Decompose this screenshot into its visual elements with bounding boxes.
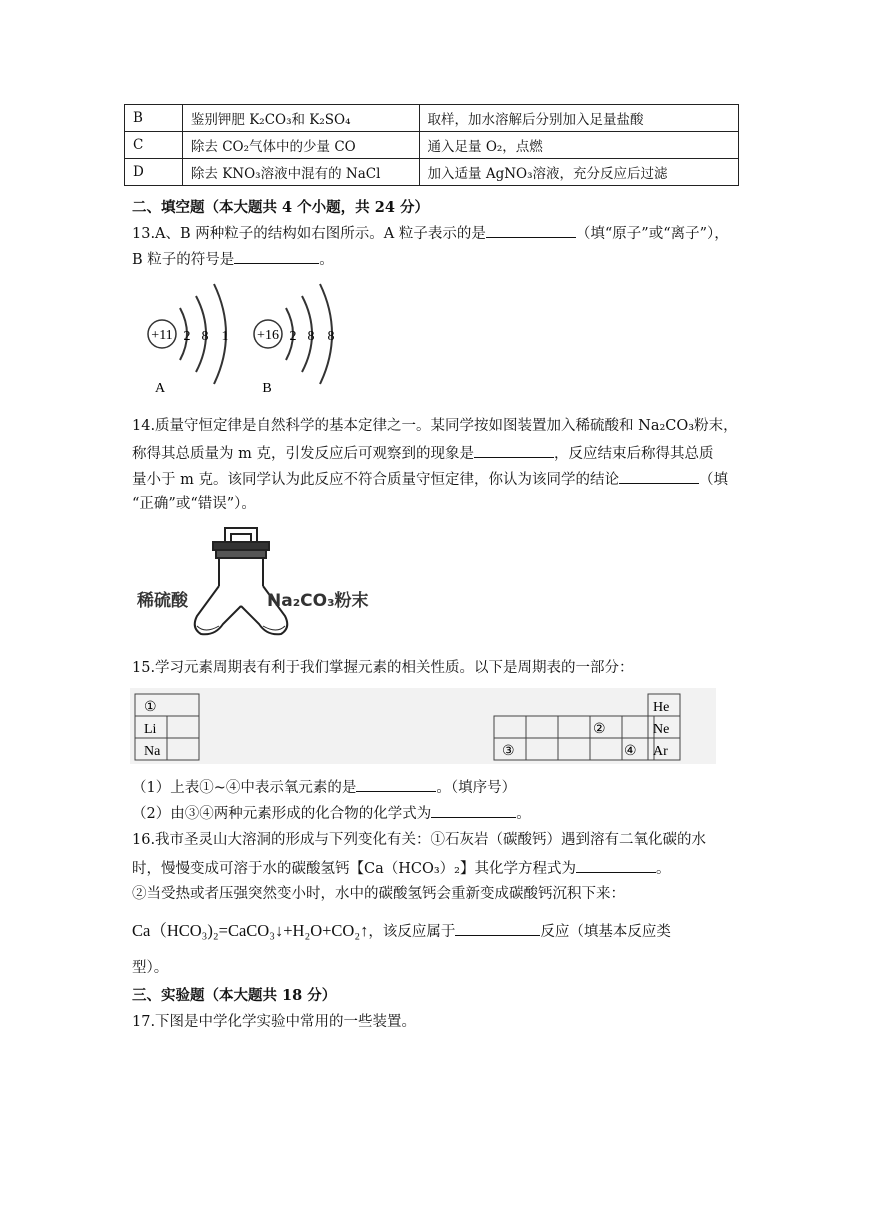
q14-line2	[132, 442, 713, 464]
answer-blank[interactable]	[356, 776, 436, 792]
answer-blank[interactable]	[576, 857, 656, 873]
y-tube-icon	[195, 528, 288, 634]
section3-heading: 三、实验题（本大题共 18 分）	[132, 987, 337, 1004]
cell-na: Na	[144, 744, 161, 759]
cell-li: Li	[144, 722, 157, 737]
q13-text: 。	[319, 252, 334, 268]
cell-ne: Ne	[653, 722, 670, 737]
q14-text: 量小于 m 克。该同学认为此反应不符合质量守恒定律，你认为该同学的结论	[132, 472, 619, 488]
atom-structure-diagram	[130, 280, 360, 398]
q13-line1	[132, 222, 729, 244]
q16-text: 。	[656, 861, 671, 877]
q14-line3	[132, 468, 728, 490]
table-row	[125, 159, 739, 186]
q15-text: 。	[516, 806, 531, 822]
option-method: 通入足量 O₂，点燃	[419, 132, 738, 159]
left-chemical-label: 稀硫酸	[137, 591, 188, 611]
atom-b-shell: 2	[289, 329, 297, 344]
atom-b-shell: 8	[307, 329, 315, 344]
q17-text: 17.下图是中学化学实验中常用的一些装置。	[132, 1014, 417, 1030]
answer-blank[interactable]	[455, 920, 540, 936]
q15-sub2	[132, 802, 531, 824]
answer-blank[interactable]	[474, 442, 554, 458]
q14-line4: “正确”或“错误”）。	[132, 496, 256, 512]
answer-blank[interactable]	[486, 222, 576, 238]
table-row	[125, 105, 739, 132]
answer-blank[interactable]	[431, 802, 516, 818]
atom-b-shell: 8	[327, 329, 335, 344]
answer-blank[interactable]	[619, 468, 699, 484]
cell-1: ①	[144, 700, 157, 715]
q16-line4	[132, 920, 671, 942]
option-method: 取样，加水溶解后分别加入足量盐酸	[419, 105, 738, 132]
q14-line1: 14.质量守恒定律是自然科学的基本定律之一。某同学按如图装置加入稀硫酸和 Na₂CO₃粉末，	[132, 418, 738, 434]
q15-sub1	[132, 776, 516, 798]
q13-text: 13.A、B 两种粒子的结构如右图所示。A 粒子表示的是	[132, 226, 486, 242]
atom-a-shell: 8	[201, 329, 209, 344]
table-row	[125, 132, 739, 159]
periodic-table-fragment	[130, 688, 716, 764]
atom-b-label: B	[262, 381, 272, 396]
option-task: 除去 KNO₃溶液中混有的 NaCl	[182, 159, 419, 186]
y-tube-apparatus-diagram	[135, 522, 405, 650]
options-table	[124, 104, 739, 186]
q15-text: （2）由③④两种元素形成的化合物的化学式为	[132, 806, 432, 822]
q13-text: （填“原子”或“离子”），	[575, 226, 729, 242]
q15-intro: 15.学习元素周期表有利于我们掌握元素的相关性质。以下是周期表的一部分：	[132, 660, 634, 676]
option-letter: B	[125, 105, 183, 132]
q16-line3: ②当受热或者压强突然变小时，水中的碳酸氢钙会重新变成碳酸钙沉积下来：	[132, 886, 625, 902]
q16-line1: 16.我市圣灵山大溶洞的形成与下列变化有关：①石灰岩（碳酸钙）遇到溶有二氧化碳的水	[132, 832, 707, 848]
q16-line2	[132, 857, 671, 879]
q16-text: 时，慢慢变成可溶于水的碳酸氢钙【Ca（HCO₃）₂】其化学方程式为	[132, 861, 576, 877]
option-task: 除去 CO₂气体中的少量 CO	[182, 132, 419, 159]
atom-a-nucleus: +11	[151, 328, 173, 343]
section2-heading: 二、填空题（本大题共 4 个小题，共 24 分）	[132, 199, 429, 216]
cell-he: He	[653, 700, 670, 715]
right-chemical-label: Na₂CO₃粉末	[267, 591, 369, 611]
cell-4: ④	[624, 744, 637, 759]
cell-ar: Ar	[653, 744, 668, 759]
atom-b-nucleus: +16	[257, 328, 279, 343]
q14-text: （填	[698, 472, 728, 488]
atom-a-shell: 1	[221, 329, 229, 344]
q16-text: ，该反应属于	[368, 924, 456, 940]
answer-blank[interactable]	[234, 248, 319, 264]
q14-text: ，反应结束后称得其总质	[553, 446, 714, 462]
atom-a-label: A	[154, 381, 166, 396]
q16-text: 反应（填基本反应类	[540, 924, 671, 940]
cell-2: ②	[593, 722, 606, 737]
atom-a-shell: 2	[183, 329, 191, 344]
option-letter: D	[125, 159, 183, 186]
option-method: 加入适量 AgNO₃溶液，充分反应后过滤	[419, 159, 738, 186]
option-task: 鉴别钾肥 K₂CO₃和 K₂SO₄	[182, 105, 419, 132]
q16-line5: 型）。	[132, 960, 169, 976]
q13-text: B 粒子的符号是	[132, 252, 235, 268]
chemical-equation: Ca（HCO₃)₂=CaCO₃↓+H₂O+CO₂↑	[132, 921, 369, 940]
option-letter: C	[125, 132, 183, 159]
q15-text: （1）上表①~④中表示氧元素的是	[132, 780, 357, 796]
q14-text: 称得其总质量为 m 克，引发反应后可观察到的现象是	[132, 446, 474, 462]
q13-line2	[132, 248, 334, 270]
cell-3: ③	[502, 744, 515, 759]
q15-text: 。（填序号）	[436, 780, 517, 796]
